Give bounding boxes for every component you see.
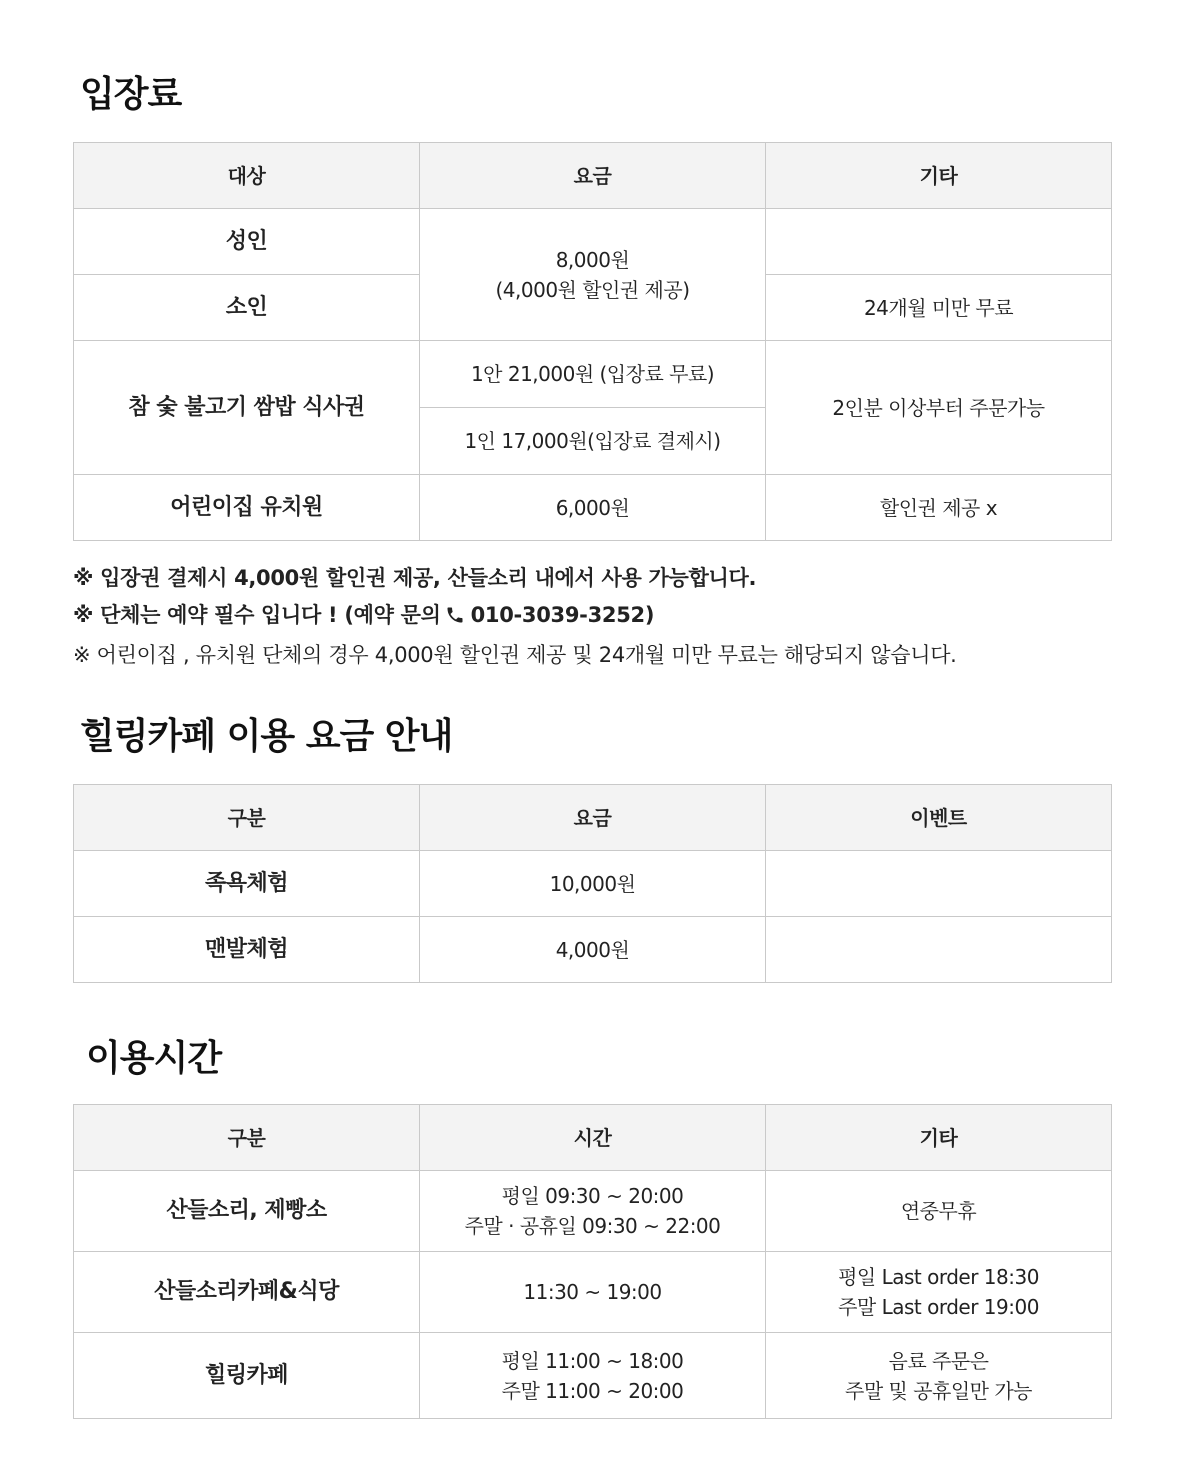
admission-title: 입장료 [80, 74, 182, 115]
header-etc: 기타 [766, 1105, 1112, 1171]
sandeulsori-note: 연중무휴 [766, 1171, 1112, 1252]
header-fee: 요금 [420, 785, 766, 851]
child-note: 24개월 미만 무료 [766, 275, 1112, 341]
adult-note [766, 209, 1112, 275]
row-meal: 참 숯 불고기 쌈밥 식사권 [74, 341, 420, 475]
note-reservation-text: ※ 단체는 예약 필수 입니다 ! (예약 문의 [73, 603, 441, 627]
admission-table [73, 142, 1112, 541]
kinder-fee: 6,000원 [420, 475, 766, 541]
footbath-event [766, 851, 1112, 917]
phone-number[interactable]: 010-3039-3252) [470, 603, 655, 627]
note-discount: ※ 입장권 결제시 4,000원 할인권 제공, 산들소리 내에서 사용 가능합니다. [73, 566, 757, 590]
phone-icon [445, 600, 465, 637]
header-etc: 기타 [766, 143, 1112, 209]
barefoot-event [766, 917, 1112, 983]
row-cafe-restaurant: 산들소리카페&식당 [74, 1252, 420, 1333]
meal-note: 2인분 이상부터 주문가능 [766, 341, 1112, 475]
healing-title: 힐링카페 이용 요금 안내 [80, 716, 453, 757]
note-reservation [73, 597, 1123, 637]
note-exception: ※ 어린이집 , 유치원 단체의 경우 4,000원 할인권 제공 및 24개월 미만 무료는 해당되지 않습니다. [73, 643, 957, 667]
row-child: 소인 [74, 275, 420, 341]
kinder-note: 할인권 제공 x [766, 475, 1112, 541]
cafe-restaurant-note: 평일 Last order 18:30 주말 Last order 19:00 [766, 1252, 1112, 1333]
row-barefoot: 맨발체험 [74, 917, 420, 983]
header-time: 시간 [420, 1105, 766, 1171]
header-event: 이벤트 [766, 785, 1112, 851]
header-fee: 요금 [420, 143, 766, 209]
header-target: 대상 [74, 143, 420, 209]
row-sandeulsori: 산들소리, 제빵소 [74, 1171, 420, 1252]
healing-cafe-note: 음료 주문은 주말 및 공휴일만 가능 [766, 1333, 1112, 1419]
meal-fee-1: 1안 21,000원 (입장료 무료) [420, 341, 766, 408]
cafe-restaurant-time: 11:30 ~ 19:00 [420, 1252, 766, 1333]
row-adult: 성인 [74, 209, 420, 275]
barefoot-fee: 4,000원 [420, 917, 766, 983]
sandeulsori-time: 평일 09:30 ~ 20:00 주말 · 공휴일 09:30 ~ 22:00 [420, 1171, 766, 1252]
healing-cafe-time: 평일 11:00 ~ 18:00 주말 11:00 ~ 20:00 [420, 1333, 766, 1419]
hours-table [73, 1104, 1112, 1419]
hours-title: 이용시간 [86, 1038, 222, 1079]
row-footbath: 족욕체험 [74, 851, 420, 917]
footbath-fee: 10,000원 [420, 851, 766, 917]
notes [73, 560, 1123, 674]
row-kinder: 어린이집 유치원 [74, 475, 420, 541]
adult-child-fee: 8,000원 (4,000원 할인권 제공) [420, 209, 766, 341]
header-category: 구분 [74, 1105, 420, 1171]
row-healing-cafe: 힐링카페 [74, 1333, 420, 1419]
header-category: 구분 [74, 785, 420, 851]
meal-fee-2: 1인 17,000원(입장료 결제시) [420, 408, 766, 475]
healing-table [73, 784, 1112, 983]
